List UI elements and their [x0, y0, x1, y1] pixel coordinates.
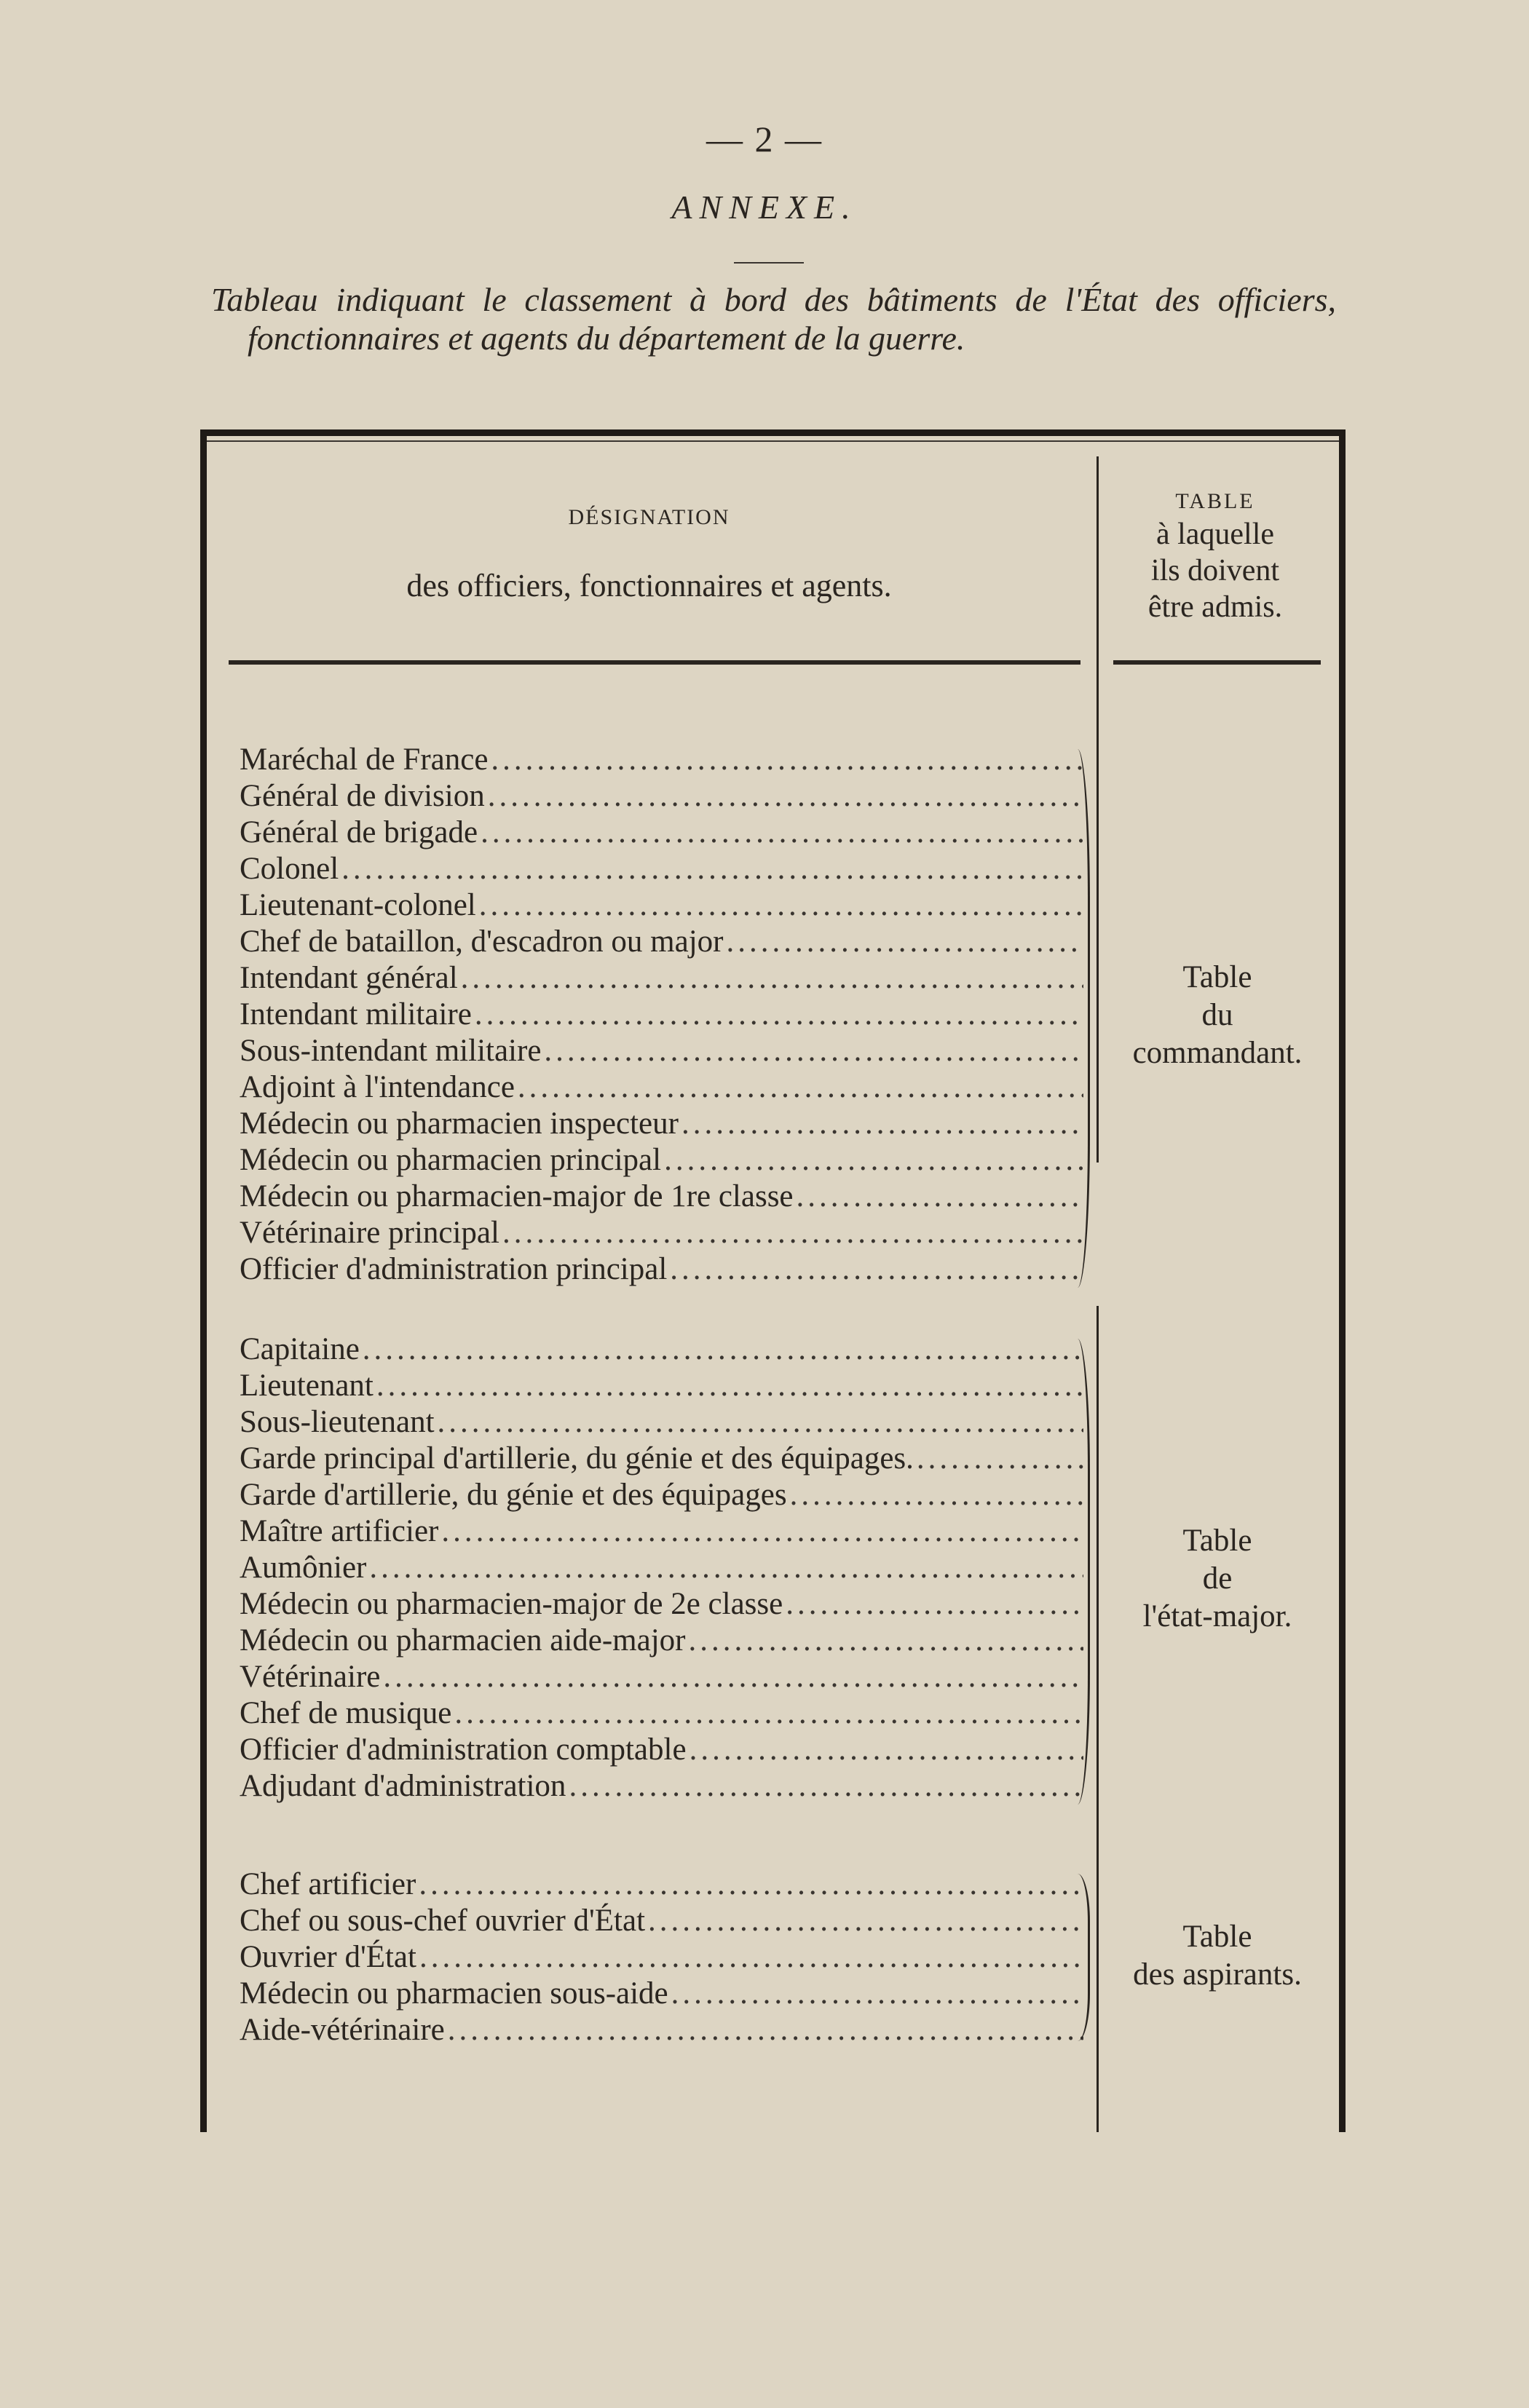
leader-dots	[461, 960, 1083, 997]
row-label: Aumônier	[240, 1550, 367, 1585]
assigned-table-line: l'état-major.	[1142, 1599, 1292, 1633]
table-row	[240, 1550, 1088, 1586]
annex-title: ANNEXE.	[671, 189, 858, 226]
leader-dots	[688, 1623, 1083, 1659]
table-row	[240, 1732, 1088, 1768]
table-row	[240, 1142, 1088, 1179]
table-caption	[211, 280, 1336, 357]
leader-dots	[790, 1477, 1083, 1513]
leader-dots	[648, 1903, 1083, 1939]
row-label: Chef artificier	[240, 1867, 416, 1901]
title-rule	[734, 262, 804, 264]
table-row	[240, 1659, 1088, 1695]
leader-dots	[448, 2012, 1083, 2048]
leader-dots	[419, 1866, 1083, 1903]
leader-dots	[681, 1106, 1083, 1142]
row-label: Général de brigade	[240, 815, 478, 849]
group-brace	[1078, 749, 1090, 1288]
row-label: Chef de musique	[240, 1696, 452, 1730]
leader-dots	[341, 851, 1083, 887]
header-rule-right	[1113, 660, 1321, 665]
table-row	[240, 1404, 1088, 1441]
header-designation-sub: des officiers, fonctionnaires et agents.	[406, 568, 892, 603]
assigned-table-aspirants	[1101, 1918, 1334, 1994]
row-label: Médecin ou pharmacien aide-major	[240, 1623, 686, 1658]
table-row	[240, 924, 1088, 960]
row-label: Garde principal d'artillerie, du génie et des équipages.	[240, 1441, 914, 1476]
table-row	[240, 742, 1088, 778]
row-label: Lieutenant-colonel	[240, 888, 476, 922]
row-label: Sous-intendant militaire	[240, 1034, 542, 1068]
frame-inner-rule	[207, 440, 1339, 442]
row-label: Adjudant d'administration	[240, 1769, 566, 1803]
leader-dots	[383, 1659, 1083, 1695]
row-label: Médecin ou pharmacien inspecteur	[240, 1106, 679, 1141]
assigned-table-line: des aspirants.	[1133, 1957, 1302, 1992]
row-label: Maréchal de France	[240, 742, 489, 777]
table-row	[240, 887, 1088, 924]
header-designation: DÉSIGNATION	[568, 505, 730, 529]
group-commandant	[240, 742, 1088, 1288]
table-row	[240, 1033, 1088, 1069]
table-row	[240, 1331, 1088, 1368]
row-label: Officier d'administration comptable	[240, 1732, 687, 1767]
group-brace	[1078, 1874, 1090, 2041]
column-divider	[1097, 456, 1099, 1163]
leader-dots	[363, 1331, 1083, 1368]
assigned-table-line: du	[1201, 998, 1233, 1032]
table-row	[240, 1251, 1088, 1288]
header-table-line-2: à laquelle	[1155, 518, 1275, 551]
row-label: Adjoint à l'intendance	[240, 1070, 515, 1104]
row-label: Vétérinaire	[240, 1660, 381, 1694]
group-brace	[1078, 1339, 1090, 1805]
table-row	[240, 1939, 1088, 1976]
leader-dots	[786, 1586, 1083, 1623]
header-table-line-3: ils doivent	[1150, 554, 1280, 587]
table-row	[240, 1106, 1088, 1142]
table-row	[240, 1368, 1088, 1404]
leader-dots	[670, 1251, 1083, 1288]
leader-dots	[690, 1732, 1083, 1768]
table-row	[240, 960, 1088, 997]
row-label: Ouvrier d'État	[240, 1940, 416, 1974]
table-row	[240, 1179, 1088, 1215]
table-row	[240, 1866, 1088, 1903]
group-etat-major	[240, 1331, 1088, 1805]
table-row	[240, 1441, 1088, 1477]
table-row	[240, 815, 1088, 851]
table-row	[240, 1477, 1088, 1513]
table-row	[240, 997, 1088, 1033]
table-row	[240, 1903, 1088, 1939]
row-label: Capitaine	[240, 1332, 360, 1366]
leader-dots	[502, 1215, 1083, 1251]
table-row	[240, 1513, 1088, 1550]
leader-dots	[491, 742, 1083, 778]
leader-dots	[917, 1441, 1083, 1477]
leader-dots	[544, 1033, 1083, 1069]
row-label: Chef de bataillon, d'escadron ou major	[240, 924, 724, 959]
row-label: Médecin ou pharmacien sous-aide	[240, 1976, 668, 2011]
leader-dots	[671, 1976, 1083, 2012]
leader-dots	[518, 1069, 1083, 1106]
leader-dots	[369, 1550, 1083, 1586]
row-label: Vétérinaire principal	[240, 1216, 499, 1250]
group-aspirants	[240, 1866, 1088, 2048]
assigned-table-etat-major	[1101, 1522, 1334, 1636]
table-row	[240, 1768, 1088, 1805]
table-row	[240, 778, 1088, 815]
assigned-table-line: de	[1202, 1561, 1233, 1596]
leader-dots	[797, 1179, 1083, 1215]
row-label: Maître artificier	[240, 1514, 439, 1548]
row-label: Garde d'artillerie, du génie et des équipages	[240, 1478, 787, 1512]
assigned-table-line: Table	[1182, 1524, 1252, 1558]
table-row	[240, 851, 1088, 887]
row-label: Intendant militaire	[240, 997, 472, 1031]
classification-table	[200, 429, 1346, 2132]
row-label: Chef ou sous-chef ouvrier d'État	[240, 1904, 646, 1938]
row-label: Sous-lieutenant	[240, 1405, 435, 1439]
header-table	[1102, 487, 1328, 625]
row-label: Lieutenant	[240, 1369, 374, 1403]
row-label: Aide-vétérinaire	[240, 2013, 445, 2047]
row-label: Médecin ou pharmacien-major de 2e classe	[240, 1587, 783, 1621]
header-table-line-4: être admis.	[1147, 590, 1283, 624]
table-row	[240, 1069, 1088, 1106]
table-row	[240, 1623, 1088, 1659]
leader-dots	[438, 1404, 1083, 1441]
leader-dots	[664, 1142, 1083, 1179]
leader-dots	[376, 1368, 1083, 1404]
leader-dots	[419, 1939, 1083, 1976]
leader-dots	[726, 924, 1083, 960]
header-table-title: TABLE	[1175, 489, 1255, 513]
table-row	[240, 1586, 1088, 1623]
leader-dots	[479, 887, 1083, 924]
page-number: — 2 —	[706, 119, 823, 159]
leader-dots	[454, 1695, 1083, 1732]
table-row	[240, 2012, 1088, 2048]
leader-dots	[481, 815, 1083, 851]
leader-dots	[441, 1513, 1083, 1550]
caption-text: Tableau indiquant le classement à bord des bâtiments de l'État des officiers, fonctionnaires et agents du département de la guerre.	[211, 281, 1336, 357]
row-label: Médecin ou pharmacien-major de 1re classe	[240, 1179, 794, 1213]
assigned-table-commandant	[1101, 959, 1334, 1072]
row-label: Intendant général	[240, 961, 458, 995]
leader-dots	[488, 778, 1083, 815]
leader-dots	[569, 1768, 1083, 1805]
row-label: Colonel	[240, 852, 339, 886]
row-label: Officier d'administration principal	[240, 1252, 668, 1286]
table-row	[240, 1215, 1088, 1251]
assigned-table-line: Table	[1182, 960, 1252, 994]
header-rule-left	[229, 660, 1080, 665]
assigned-table-line: commandant.	[1132, 1036, 1303, 1070]
row-label: Médecin ou pharmacien principal	[240, 1143, 662, 1177]
assigned-table-line: Table	[1182, 1920, 1252, 1954]
table-row	[240, 1695, 1088, 1732]
row-label: Général de division	[240, 779, 485, 813]
column-divider-lower	[1097, 1306, 1099, 2132]
leader-dots	[475, 997, 1083, 1033]
table-row	[240, 1976, 1088, 2012]
